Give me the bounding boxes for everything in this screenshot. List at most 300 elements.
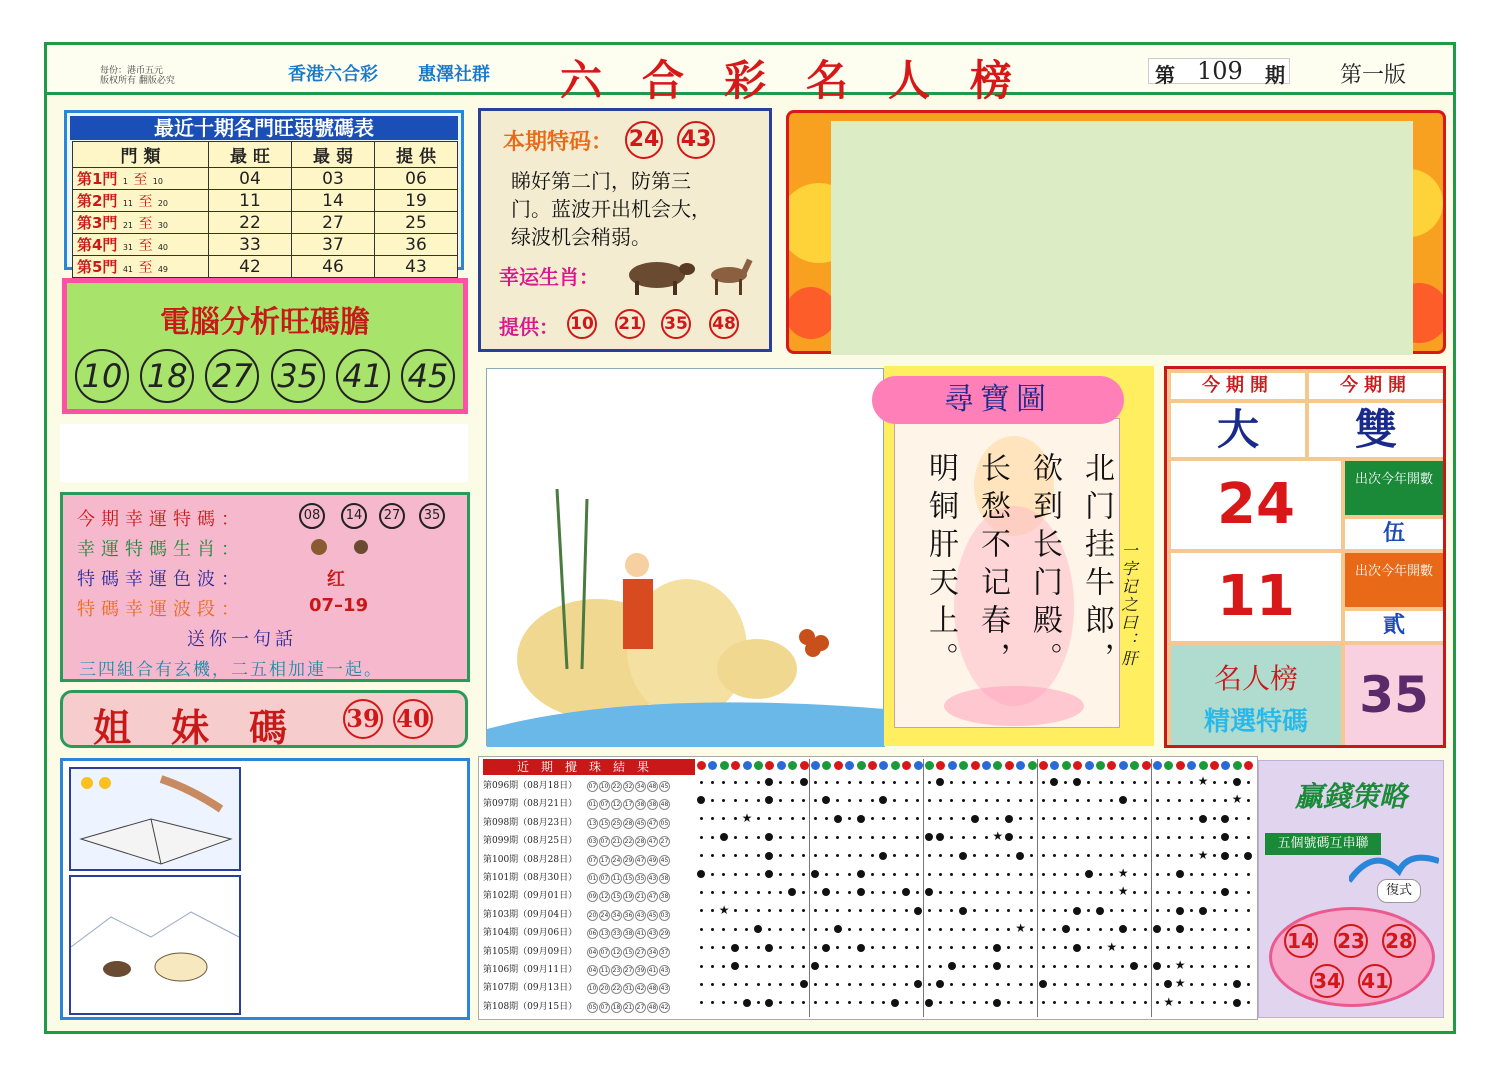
strategy-ball: 14 xyxy=(1284,924,1318,958)
grid-dot xyxy=(1235,854,1238,857)
grid-dot xyxy=(985,799,988,802)
lucky-ball: 27 xyxy=(379,503,405,529)
hit-dot xyxy=(993,962,1001,970)
grid-dot xyxy=(1110,854,1113,857)
header-color-ball xyxy=(993,761,1002,770)
grid-dot xyxy=(950,983,953,986)
grid-dot xyxy=(1133,983,1136,986)
grid-dot xyxy=(1201,965,1204,968)
grid-dot xyxy=(1064,799,1067,802)
grid-dot xyxy=(757,817,760,820)
grid-dot xyxy=(1224,983,1227,986)
grid-dot xyxy=(985,946,988,949)
number1-caption: 出次今年開數 xyxy=(1345,461,1443,515)
grid-dot xyxy=(1247,891,1250,894)
min-cell: 37 xyxy=(292,234,375,256)
grid-dot xyxy=(1247,873,1250,876)
grid-dot xyxy=(1190,891,1193,894)
grid-dot xyxy=(1247,799,1250,802)
grid-dot xyxy=(1064,891,1067,894)
grid-dot xyxy=(859,781,862,784)
grid-dot xyxy=(1121,854,1124,857)
draw-number-ball: 28 xyxy=(636,838,645,846)
community-link[interactable]: 惠澤社群 xyxy=(418,64,490,85)
strategy-ball: 23 xyxy=(1334,924,1368,958)
grid-dot xyxy=(1247,909,1250,912)
hit-dot xyxy=(1176,907,1184,915)
grid-dot xyxy=(928,928,931,931)
grid-dot xyxy=(768,928,771,931)
grid-dot xyxy=(893,799,896,802)
lucky-row2-label: 幸運特碼生肖： xyxy=(77,539,245,560)
computer-analysis-inner xyxy=(67,283,463,409)
grid-dot xyxy=(1019,983,1022,986)
grid-dot xyxy=(962,891,965,894)
draw-number-ball: 43 xyxy=(660,967,669,974)
price-note xyxy=(100,66,175,86)
grid-dot xyxy=(882,909,885,912)
grid-dot xyxy=(1156,946,1159,949)
grid-dot xyxy=(1099,983,1102,986)
grid-dot xyxy=(1167,891,1170,894)
issue-suffix: 期 xyxy=(1265,63,1285,87)
grid-dot xyxy=(722,854,725,857)
grid-dot xyxy=(848,873,851,876)
grid-dot xyxy=(1190,781,1193,784)
draw-number-ball: 27 xyxy=(624,967,633,974)
draw-number-ball: 34 xyxy=(612,911,621,919)
grid-dot xyxy=(871,781,874,784)
grid-dot xyxy=(1110,873,1113,876)
grid-dot xyxy=(734,836,737,839)
monkey-rat-icon xyxy=(307,535,377,559)
special-star: ★ xyxy=(1174,976,1186,991)
header-color-ball xyxy=(1199,761,1208,770)
grid-dot xyxy=(1121,817,1124,820)
header-color-ball xyxy=(971,761,980,770)
grid-dot xyxy=(779,836,782,839)
grid-dot xyxy=(859,799,862,802)
hit-dot xyxy=(811,870,819,878)
grid-dot xyxy=(1007,799,1010,802)
grid-dot xyxy=(882,891,885,894)
grid-dot xyxy=(882,873,885,876)
grid-dot xyxy=(1213,799,1216,802)
hk-lottery-link[interactable]: 香港六合彩 xyxy=(288,64,378,85)
grid-dot xyxy=(768,983,771,986)
grid-dot xyxy=(1064,983,1067,986)
hit-dot xyxy=(1130,962,1138,970)
ad-placeholder xyxy=(831,121,1413,355)
grid-dot xyxy=(1064,781,1067,784)
grid-dot xyxy=(1224,799,1227,802)
grid-dot xyxy=(1190,946,1193,949)
header-color-ball xyxy=(822,761,831,770)
grid-dot xyxy=(1087,946,1090,949)
grid-dot xyxy=(814,781,817,784)
grid-dot xyxy=(1190,817,1193,820)
special-star: ★ xyxy=(1174,958,1186,972)
grid-dot xyxy=(757,909,760,912)
grid-dot xyxy=(973,854,976,857)
grid-dot xyxy=(745,891,748,894)
bottom-left-panel xyxy=(60,758,470,1020)
grid-dot xyxy=(757,836,760,839)
grid-dot xyxy=(711,1001,714,1004)
draw-number-ball: 21 xyxy=(636,893,645,901)
grid-dot xyxy=(1201,799,1204,802)
grid-dot xyxy=(802,873,805,876)
special-star: ★ xyxy=(1106,939,1118,954)
min-cell: 27 xyxy=(292,212,375,234)
draw-number-ball: 03 xyxy=(588,838,597,846)
grid-dot xyxy=(802,854,805,857)
header-color-ball xyxy=(697,761,706,770)
special-star: ★ xyxy=(718,902,730,917)
table-row xyxy=(73,212,458,234)
grid-dot xyxy=(1076,965,1079,968)
draw-number-ball: 15 xyxy=(624,875,633,882)
grid-dot xyxy=(1087,909,1090,912)
offer-cell: 36 xyxy=(375,234,458,256)
grid-dot xyxy=(973,965,976,968)
grid-dot xyxy=(1156,781,1159,784)
lucky-row1-label: 今期幸運特碼： xyxy=(77,509,245,530)
header-color-ball xyxy=(708,761,717,770)
grid-dot xyxy=(950,781,953,784)
number2-count: 貳 xyxy=(1345,611,1443,641)
grid-dot xyxy=(722,1001,725,1004)
grid-dot xyxy=(1144,965,1147,968)
grid-dot xyxy=(1042,1001,1045,1004)
grid-dot xyxy=(791,965,794,968)
header-color-ball xyxy=(982,761,991,770)
header-color-ball xyxy=(879,761,888,770)
grid-dot xyxy=(859,965,862,968)
grid-dot xyxy=(700,891,703,894)
grid-dot xyxy=(1110,965,1113,968)
hit-dot xyxy=(925,833,933,841)
grid-dot xyxy=(1007,873,1010,876)
grid-dot xyxy=(1053,817,1056,820)
hit-dot xyxy=(731,962,739,970)
grid-dot xyxy=(928,983,931,986)
grid-dot xyxy=(1030,836,1033,839)
grid-dot xyxy=(825,983,828,986)
hit-dot xyxy=(1233,980,1241,988)
grid-dot xyxy=(1156,909,1159,912)
special-ball: 24 xyxy=(625,121,663,159)
hit-dot xyxy=(1176,870,1184,878)
grid-dot xyxy=(1042,891,1045,894)
grid-dot xyxy=(893,928,896,931)
grid-dot xyxy=(1110,891,1113,894)
hit-dot xyxy=(879,796,887,804)
grid-dot xyxy=(1213,891,1216,894)
offer-label: 提供： xyxy=(499,315,559,339)
grid-dot xyxy=(1053,928,1056,931)
grid-dot xyxy=(1144,817,1147,820)
door-label: 第4門 xyxy=(77,236,118,254)
grid-dot xyxy=(825,965,828,968)
grid-dot xyxy=(1042,799,1045,802)
ball-header-strip xyxy=(697,759,1257,773)
range-from: 41 xyxy=(122,265,134,274)
hit-dot xyxy=(857,815,865,823)
strategy-badge: 復式 xyxy=(1377,879,1421,903)
table-row xyxy=(483,979,671,997)
grid-dot xyxy=(1110,1001,1113,1004)
grid-dot xyxy=(996,909,999,912)
grid-dot xyxy=(985,909,988,912)
grid-dot xyxy=(973,928,976,931)
special-star: ★ xyxy=(1163,994,1175,1009)
ad-frame xyxy=(786,110,1446,354)
grid-dot xyxy=(1030,1001,1033,1004)
hit-dot xyxy=(811,962,819,970)
draw-number-ball: 12 xyxy=(612,801,621,809)
price-note-line2: 版权所有 翻版必究 xyxy=(100,76,175,86)
draw-number-ball: 10 xyxy=(588,985,597,993)
grid-dot xyxy=(973,1001,976,1004)
grid-dot xyxy=(848,836,851,839)
grid-dot xyxy=(757,799,760,802)
grid-dot xyxy=(950,928,953,931)
grid-dot xyxy=(950,817,953,820)
draw-number-ball: 48 xyxy=(648,1003,657,1011)
grid-dot xyxy=(1224,781,1227,784)
grid-dot xyxy=(1156,854,1159,857)
grid-dot xyxy=(871,928,874,931)
grid-dot xyxy=(1042,854,1045,857)
ox-sketch-image xyxy=(69,875,241,1015)
grid-dot xyxy=(848,928,851,931)
hit-dot xyxy=(822,888,830,896)
draw-number-ball: 15 xyxy=(600,819,609,827)
draw-number-ball: 24 xyxy=(612,856,621,864)
grid-dot xyxy=(1178,836,1181,839)
hit-dot xyxy=(1039,980,1047,988)
sister-code-panel xyxy=(60,690,468,748)
header-color-ball xyxy=(1176,761,1185,770)
offer-ball: 21 xyxy=(615,309,645,339)
grid-dot xyxy=(768,817,771,820)
grid-dot xyxy=(916,781,919,784)
grid-dot xyxy=(814,836,817,839)
grid-dot xyxy=(871,799,874,802)
grid-dot xyxy=(1099,1001,1102,1004)
hit-dot xyxy=(1073,944,1081,952)
grid-dot xyxy=(779,928,782,931)
grid-dot xyxy=(1007,983,1010,986)
grid-dot xyxy=(1076,799,1079,802)
grid-dot xyxy=(1133,854,1136,857)
grid-dot xyxy=(1087,891,1090,894)
draw-number-ball: 47 xyxy=(648,838,657,846)
weak-strong-panel xyxy=(64,110,464,277)
grid-dot xyxy=(1190,965,1193,968)
offer-ball: 48 xyxy=(709,309,739,339)
grid-dot xyxy=(871,965,874,968)
hit-dot xyxy=(765,944,773,952)
grid-dot xyxy=(848,891,851,894)
hit-dot xyxy=(1016,852,1024,860)
header-color-ball xyxy=(1050,761,1059,770)
header-color-ball xyxy=(845,761,854,770)
grid-dot xyxy=(985,891,988,894)
draw-label: 第105期（09月09日） xyxy=(483,946,578,957)
draw-label: 第104期（09月06日） xyxy=(483,928,578,939)
grid-dot xyxy=(825,836,828,839)
lucky-ball: 14 xyxy=(341,503,367,529)
table-row xyxy=(483,906,671,924)
grid-dot xyxy=(814,983,817,986)
draw-number-ball: 01 xyxy=(588,801,597,809)
issue-prefix: 第 xyxy=(1155,63,1175,87)
hit-dot xyxy=(1096,907,1104,915)
table-row xyxy=(73,234,458,256)
grid-dot xyxy=(1133,799,1136,802)
grid-dot xyxy=(1076,928,1079,931)
header-color-ball xyxy=(1028,761,1037,770)
grid-dot xyxy=(1213,946,1216,949)
grid-dot xyxy=(1167,817,1170,820)
grid-dot xyxy=(1144,983,1147,986)
header-color-ball xyxy=(1107,761,1116,770)
grid-dot xyxy=(802,1001,805,1004)
poem-col1: 北门挂牛郎， xyxy=(1079,452,1114,680)
grid-dot xyxy=(1156,1001,1159,1004)
grid-dot xyxy=(1224,946,1227,949)
grid-dot xyxy=(893,873,896,876)
issue-number: 109 xyxy=(1197,57,1243,85)
grid-dot xyxy=(1110,799,1113,802)
header-color-ball xyxy=(811,761,820,770)
grid-dot xyxy=(1064,854,1067,857)
grid-dot xyxy=(1053,983,1056,986)
grid-dot xyxy=(1178,817,1181,820)
hit-dot xyxy=(1244,852,1252,860)
grid-dot xyxy=(1247,817,1250,820)
grid-dot xyxy=(711,965,714,968)
hit-dot xyxy=(1085,870,1093,878)
draw-number-ball: 27 xyxy=(636,1003,645,1011)
draw-number-ball: 23 xyxy=(612,967,621,974)
hit-dot xyxy=(834,815,842,823)
grid-dot xyxy=(1201,1001,1204,1004)
grid-dot xyxy=(848,983,851,986)
draw-number-ball: 48 xyxy=(660,801,669,809)
grid-dot xyxy=(825,781,828,784)
grid-dot xyxy=(1110,983,1113,986)
grid-dot xyxy=(1099,928,1102,931)
grid-dot xyxy=(779,946,782,949)
grid-dot xyxy=(722,965,725,968)
draw-number-ball: 43 xyxy=(648,875,657,882)
big-small-value: 大 xyxy=(1171,403,1305,457)
grid-dot xyxy=(745,873,748,876)
grid-dot xyxy=(985,836,988,839)
hit-dot xyxy=(1221,815,1229,823)
grid-dot xyxy=(1053,965,1056,968)
hit-dot xyxy=(1119,796,1127,804)
grid-dot xyxy=(1167,836,1170,839)
lucky-color-value: 红 xyxy=(327,569,345,590)
grid-dot xyxy=(1099,965,1102,968)
grid-dot xyxy=(1156,799,1159,802)
hit-dot xyxy=(1233,999,1241,1007)
hit-dot xyxy=(765,999,773,1007)
grid-dot xyxy=(893,891,896,894)
grid-dot xyxy=(916,946,919,949)
grid-dot xyxy=(1064,965,1067,968)
grid-dot xyxy=(905,983,908,986)
hit-dot xyxy=(936,833,944,841)
grid-dot xyxy=(1235,928,1238,931)
special-code-panel xyxy=(478,108,772,352)
hit-dot xyxy=(697,870,705,878)
draw-number-ball: 05 xyxy=(660,819,669,827)
grid-dot xyxy=(779,965,782,968)
grid-dot xyxy=(1178,799,1181,802)
grid-dot xyxy=(1099,891,1102,894)
special-description xyxy=(511,167,711,251)
grid-dot xyxy=(711,836,714,839)
recent-results-title: 近期攪珠結果 xyxy=(483,759,695,775)
range-to-label: 至 xyxy=(138,194,153,210)
grid-dot xyxy=(848,854,851,857)
grid-dot xyxy=(928,781,931,784)
grid-dot xyxy=(916,854,919,857)
hit-dot xyxy=(902,888,910,896)
grid-dot xyxy=(928,873,931,876)
grid-dot xyxy=(1133,909,1136,912)
grid-dot xyxy=(734,854,737,857)
grid-dot xyxy=(871,891,874,894)
fame-subtitle: 精選特碼 xyxy=(1203,707,1308,737)
grid-dot xyxy=(882,836,885,839)
grid-dot xyxy=(1007,854,1010,857)
offer-cell: 06 xyxy=(375,168,458,190)
hit-dot xyxy=(1050,778,1058,786)
hit-dot xyxy=(948,962,956,970)
header-color-ball xyxy=(902,761,911,770)
grid-dot xyxy=(1019,1001,1022,1004)
draw-number-ball: 43 xyxy=(660,985,669,993)
table-row xyxy=(483,961,671,979)
max-cell: 33 xyxy=(209,234,292,256)
max-cell: 42 xyxy=(209,256,292,278)
draw-number-ball: 22 xyxy=(612,985,621,993)
strategy-subtitle: 五個號碼互串聯 xyxy=(1265,833,1381,855)
grid-dot xyxy=(905,817,908,820)
special-star: ★ xyxy=(1231,792,1243,807)
header-color-ball xyxy=(1130,761,1139,770)
hit-dot xyxy=(925,888,933,896)
grid-dot xyxy=(1201,891,1204,894)
hit-dot xyxy=(743,999,751,1007)
grid-dot xyxy=(836,946,839,949)
grid-dot xyxy=(973,799,976,802)
grid-dot xyxy=(871,983,874,986)
grid-dot xyxy=(1087,799,1090,802)
grid-dot xyxy=(711,854,714,857)
draw-number-ball: 10 xyxy=(600,783,609,790)
hit-dot xyxy=(914,907,922,915)
grid-dot xyxy=(973,891,976,894)
grid-dot xyxy=(985,965,988,968)
header-color-ball xyxy=(800,761,809,770)
